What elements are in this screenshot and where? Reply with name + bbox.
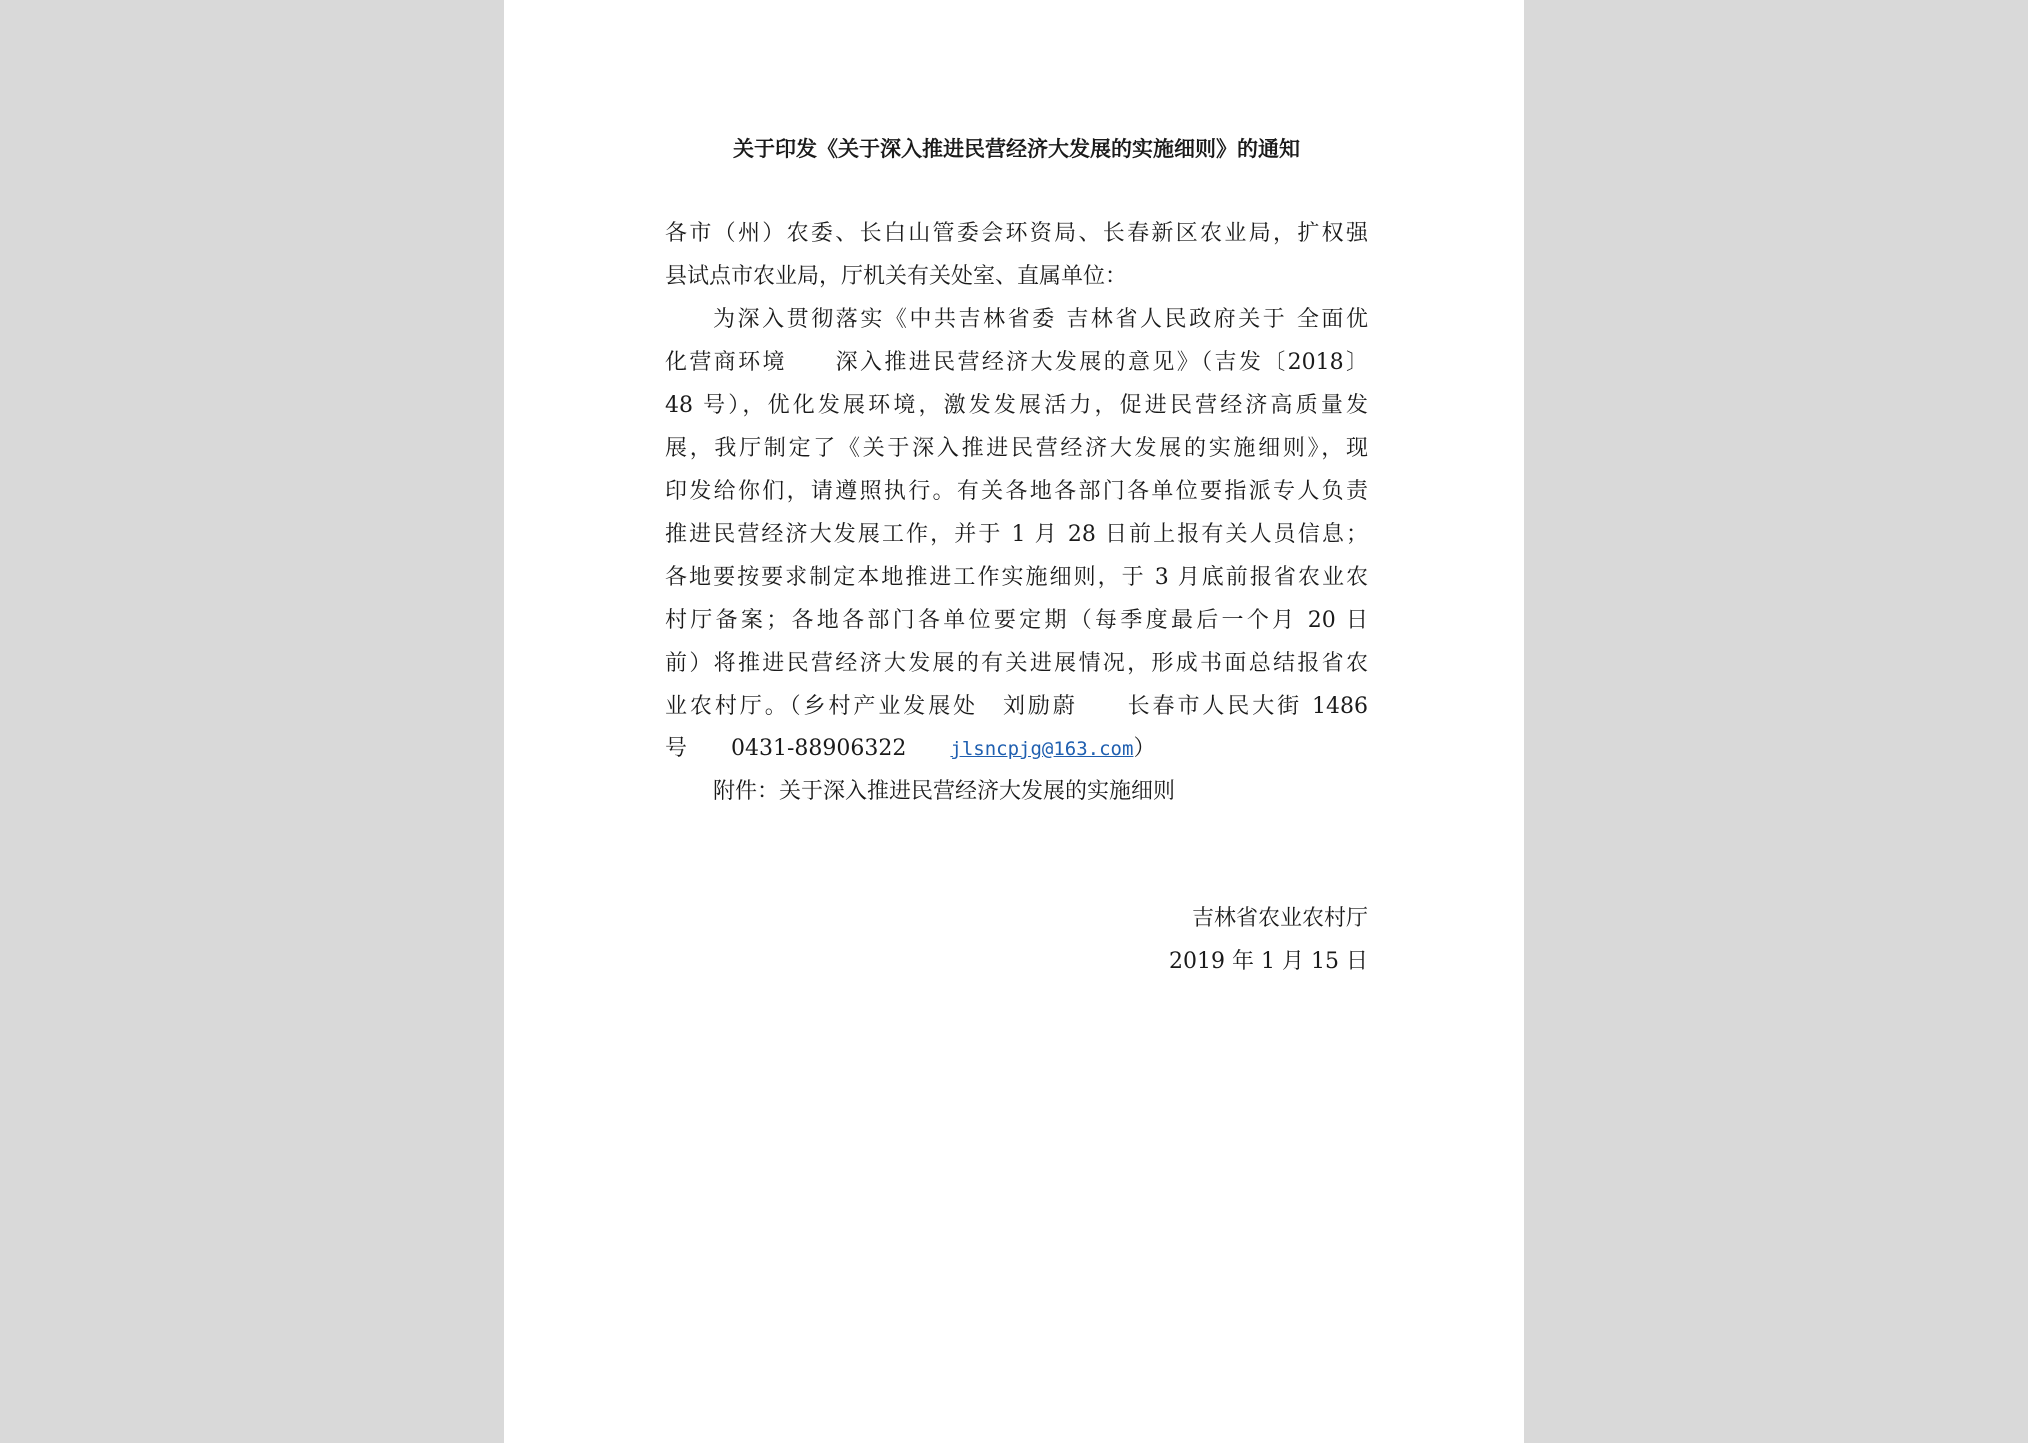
body-line-6: 推进民营经济大发展工作，并于 1 月 28 日前上报有关人员信息；	[665, 522, 1368, 547]
document-page	[504, 0, 1524, 1443]
body-line-10: 业农村厅。（乡村产业发展处 刘励蔚 长春市人民大街 1486	[665, 694, 1368, 719]
body-line-2: 化营商环境 深入推进民营经济大发展的意见》（吉发〔2018〕	[665, 350, 1368, 375]
contact-line-suffix: ）	[1133, 736, 1156, 761]
document-title: 关于印发《关于深入推进民营经济大发展的实施细则》的通知	[733, 137, 1300, 161]
attachment-line: 附件：关于深入推进民营经济大发展的实施细则	[713, 779, 1176, 804]
contact-line	[665, 728, 1155, 770]
signature-org: 吉林省农业农村厅	[1191, 906, 1368, 931]
body-line-7: 各地要按要求制定本地推进工作实施细则，于 3 月底前报省农业农	[665, 565, 1368, 590]
body-line-3: 48 号），优化发展环境，激发发展活力，促进民营经济高质量发	[665, 393, 1368, 418]
body-line-5: 印发给你们，请遵照执行。有关各地各部门各单位要指派专人负责	[665, 479, 1368, 504]
addressee-line-2: 县试点市农业局，厅机关有关处室、直属单位：	[665, 264, 1128, 289]
contact-line-prefix: 号 0431-88906322	[665, 736, 951, 761]
contact-email-link[interactable]: jlsncpjg@163.com	[950, 738, 1134, 760]
addressee-line-1: 各市（州）农委、长白山管委会环资局、长春新区农业局，扩权强	[665, 221, 1368, 246]
signature-date: 2019 年 1 月 15 日	[1169, 949, 1368, 974]
body-line-8: 村厅备案；各地各部门各单位要定期（每季度最后一个月 20 日	[665, 608, 1368, 633]
body-line-4: 展，我厅制定了《关于深入推进民营经济大发展的实施细则》，现	[665, 436, 1368, 461]
body-line-1: 为深入贯彻落实《中共吉林省委 吉林省人民政府关于 全面优	[713, 307, 1368, 332]
body-line-9: 前）将推进民营经济大发展的有关进展情况，形成书面总结报省农	[665, 651, 1368, 676]
